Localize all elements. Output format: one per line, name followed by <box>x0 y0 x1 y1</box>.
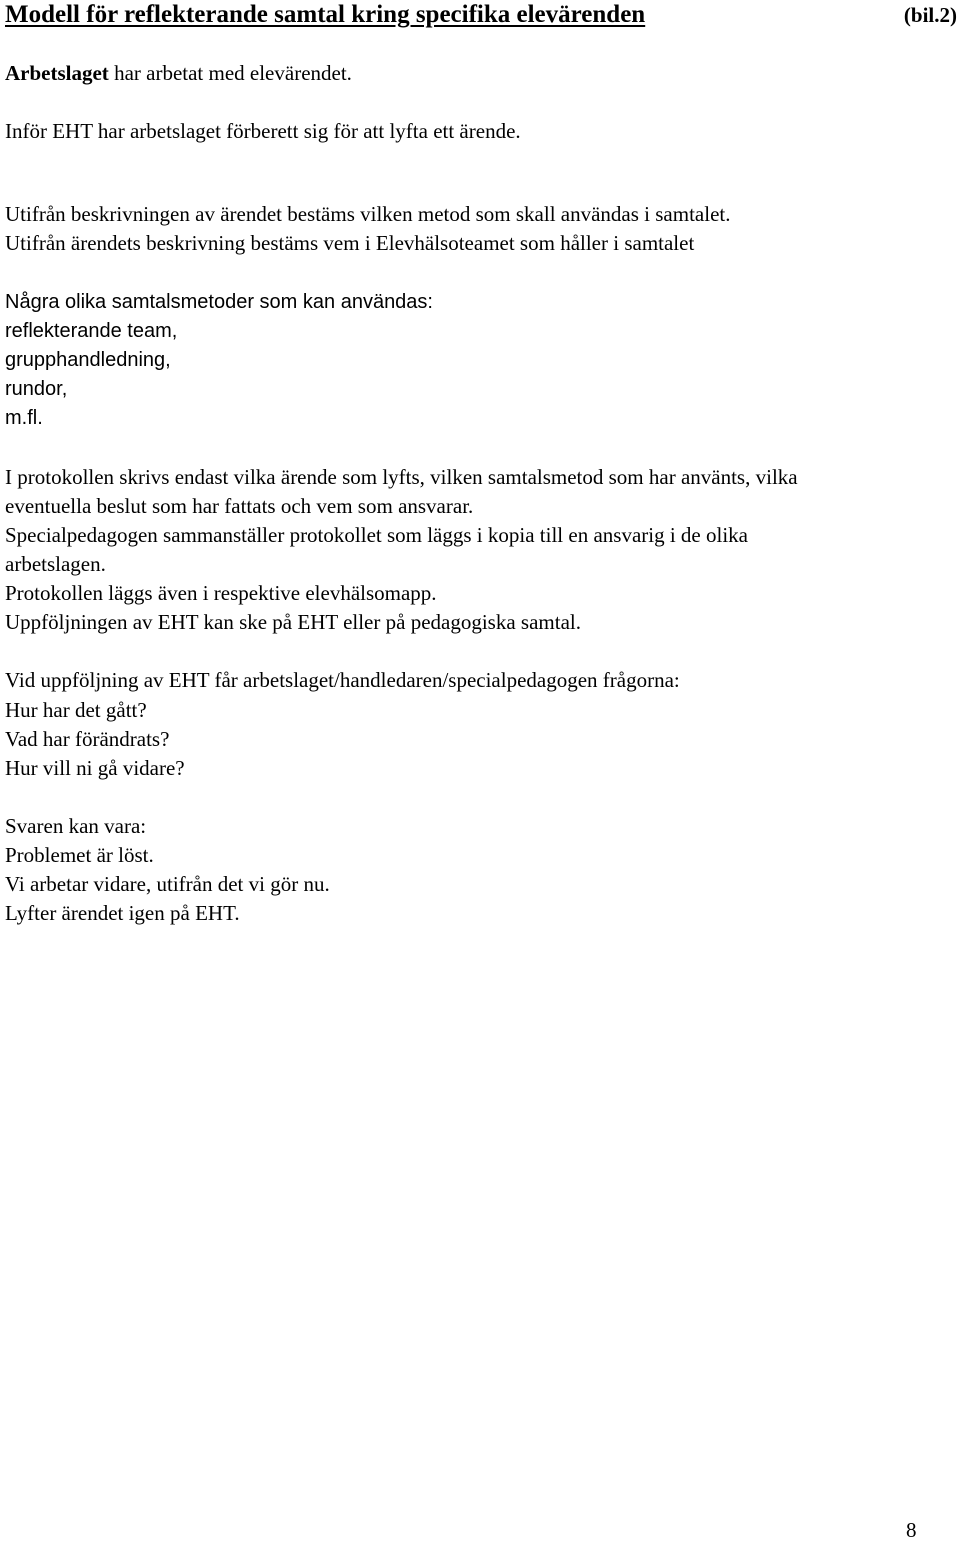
protocol-line: arbetslagen. <box>5 552 106 576</box>
page-number: 8 <box>906 1518 917 1542</box>
preparation-line: Inför EHT har arbetslaget förberett sig för att lyfta ett ärende. <box>5 119 521 143</box>
answers-heading: Svaren kan vara: <box>5 814 147 838</box>
question-item: Vad har förändrats? <box>5 727 170 751</box>
document-header <box>5 0 957 30</box>
method-line-1: Utifrån beskrivningen av ärendet bestäms vilken metod som skall användas i samtalet. <box>5 202 731 226</box>
intro-rest: har arbetat med elevärendet. <box>108 61 352 85</box>
method-line-2: Utifrån ärendets beskrivning bestäms vem i Elevhälsoteamet som håller i samtalet <box>5 231 695 255</box>
method-item: m.fl. <box>5 407 43 429</box>
methods-heading: Några olika samtalsmetoder som kan användas: <box>5 291 433 313</box>
intro-bold-word: Arbetslaget <box>5 61 109 85</box>
method-item: rundor, <box>5 378 68 400</box>
protocol-line: Specialpedagogen sammanställer protokollet som läggs i kopia till en ansvarig i de olika <box>5 523 748 547</box>
answer-item: Problemet är löst. <box>5 843 154 867</box>
question-item: Hur vill ni gå vidare? <box>5 756 185 780</box>
protocol-line: eventuella beslut som har fattats och vem som ansvarar. <box>5 494 474 518</box>
followup-heading: Vid uppföljning av EHT får arbetslaget/handledaren/specialpedagogen frågorna: <box>5 668 680 692</box>
answer-item: Lyfter ärendet igen på EHT. <box>5 901 240 925</box>
method-item: reflekterande team, <box>5 320 178 342</box>
protocol-line: Protokollen läggs även i respektive elevhälsomapp. <box>5 581 437 605</box>
answer-item: Vi arbetar vidare, utifrån det vi gör nu. <box>5 872 330 896</box>
document-title: Modell för reflekterande samtal kring specifika elevärenden <box>5 1 646 28</box>
question-item: Hur har det gått? <box>5 698 147 722</box>
attachment-reference: (bil.2) <box>903 3 957 27</box>
intro-line <box>5 59 352 88</box>
protocol-line: I protokollen skrivs endast vilka ärende som lyfts, vilken samtalsmetod som har använts, vilka <box>5 465 798 489</box>
method-item: grupphandledning, <box>5 349 171 371</box>
protocol-line: Uppföljningen av EHT kan ske på EHT eller på pedagogiska samtal. <box>5 610 581 634</box>
